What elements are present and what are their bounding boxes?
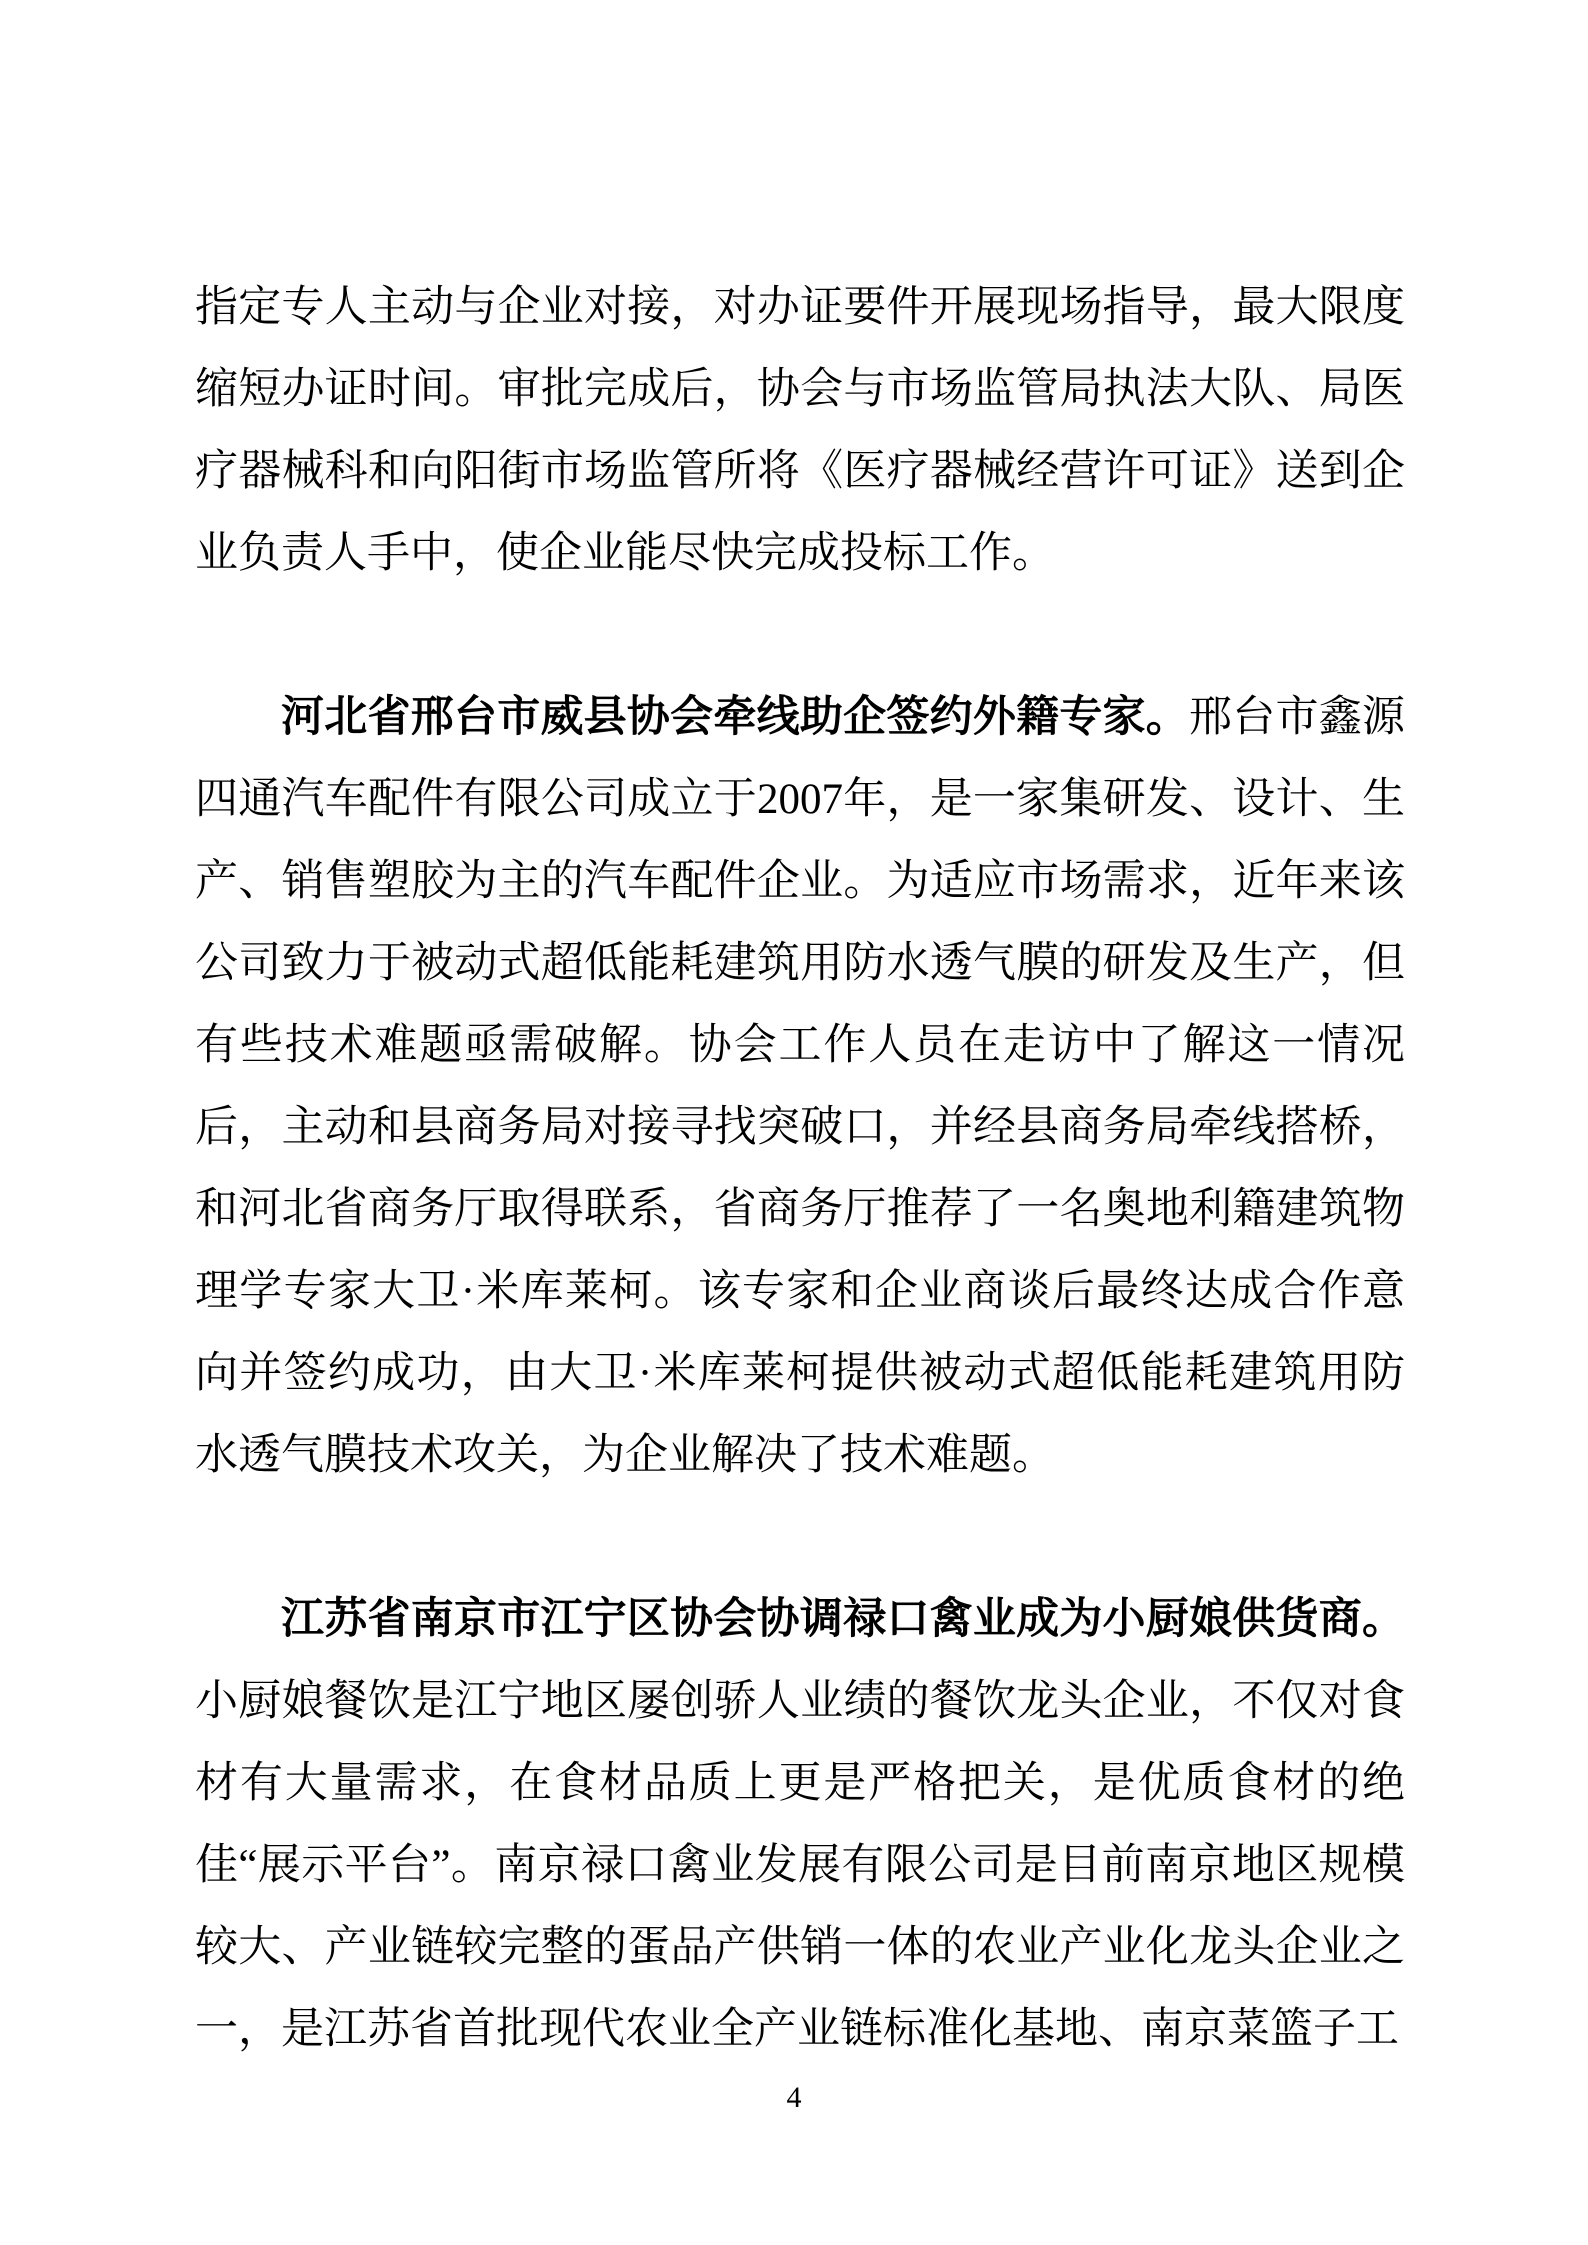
- paragraph-heading-run: 河北省邢台市威县协会牵线助企签约外籍专家。: [281, 694, 1190, 741]
- paragraph-text-run: 邢台市鑫源四通汽车配件有限公司成立于2007年，是一家集研发、设计、生产、销售塑胶为主的汽车配件企业。为适应市场需求，近年来该公司致力于被动式超低能耗建筑用防水透气膜的研发及生产，但有些技术难题亟需破解。协会工作人员在走访中了解这一情况后，主动和县商务局对接寻找突破口，并经县商务局牵线搭桥，和河北省商务厅取得联系，省商务厅推荐了一名奥地利籍建筑物理学专家大卫·米库莱柯。该专家和企业商谈后最终达成合作意向并签约成功，由大卫·米库莱柯提供被动式超低能耗建筑用防水透气膜技术攻关，为企业解决了技术难题。: [195, 694, 1406, 1479]
- text-block: [195, 267, 1405, 2071]
- paragraph-text-run: 小厨娘餐饮是江宁地区屡创骄人业绩的餐饮龙头企业，不仅对食材有大量需求，在食材品质上更是严格把关，是优质食材的绝佳“展示平台”。南京禄口禽业发展有限公司是目前南京地区规模较大、产业链较完整的蛋品产供销一体的农业产业化龙头企业之一，是江苏省首批现代农业全产业链标准化基地、南京菜篮子工: [195, 1678, 1405, 2053]
- paragraph-text-run: 指定专人主动与企业对接，对办证要件开展现场指导，最大限度缩短办证时间。审批完成后，协会与市场监管局执法大队、局医疗器械科和向阳街市场监管所将《医疗器械经营许可证》送到企业负责人手中，使企业能尽快完成投标工作。: [195, 284, 1405, 577]
- paragraph: [195, 677, 1405, 1497]
- paragraph: [195, 1579, 1405, 2071]
- paragraph-heading-run: 江苏省南京市江宁区协会协调禄口禽业成为小厨娘供货商。: [281, 1596, 1405, 1643]
- page-number: 4: [786, 2081, 802, 2114]
- paragraph: [195, 267, 1405, 595]
